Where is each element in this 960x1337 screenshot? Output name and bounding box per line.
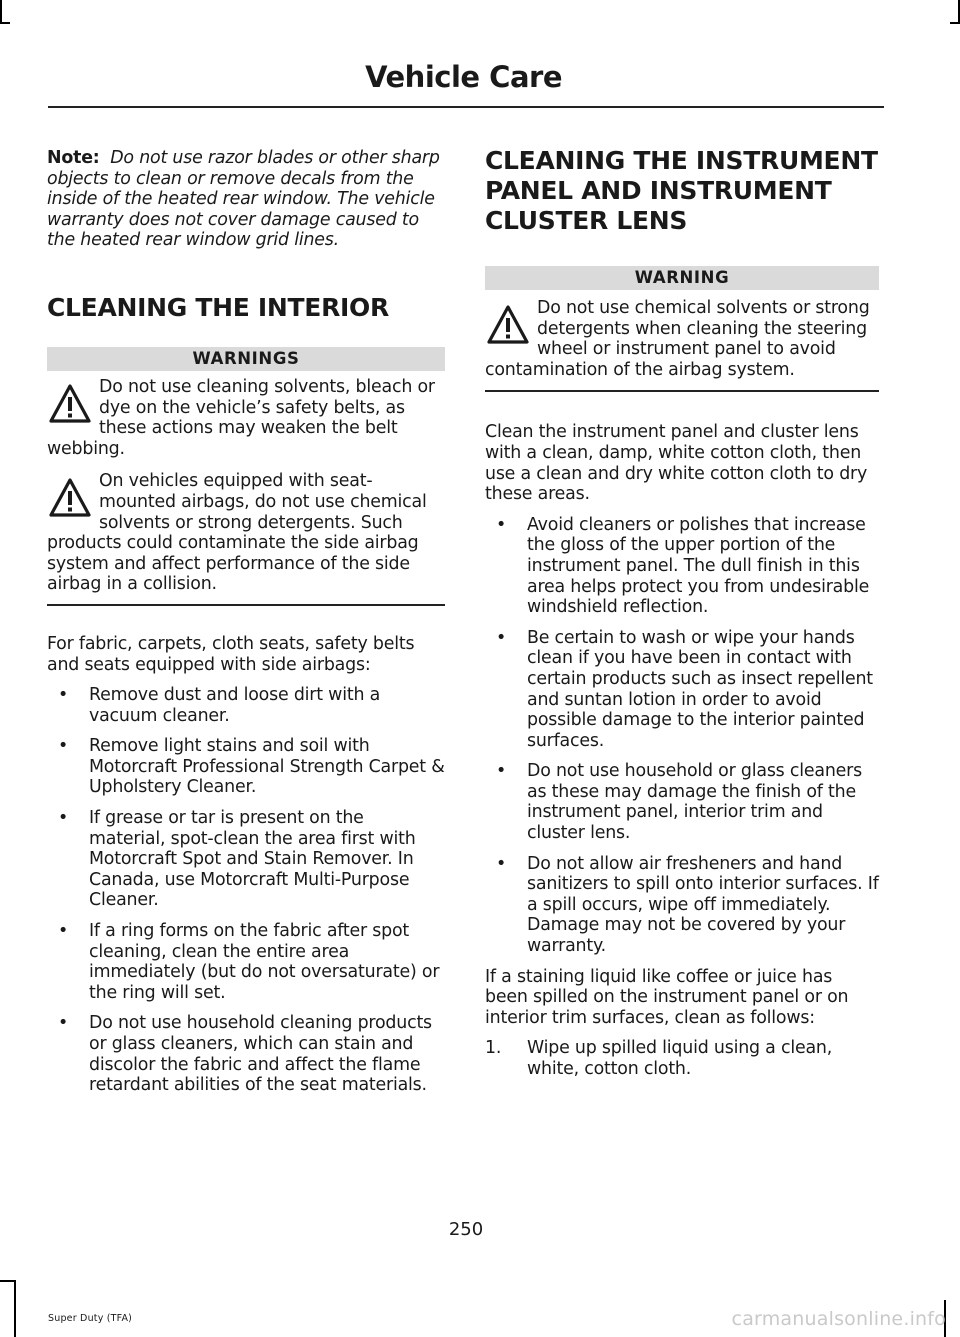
spill-intro-paragraph: If a staining liquid like coffee or juice has been spilled on the instrument panel or on interior trim surfaces, clean as follows: xyxy=(485,966,849,1028)
left-column xyxy=(47,148,445,1096)
list-item: • Remove light stains and soil with Motorcraft Professional Strength Carpet & Upholstery Cleaner. xyxy=(58,736,445,798)
warning-item xyxy=(47,377,445,459)
list-item: • Do not allow air fresheners and hand sanitizers to spill onto interior surfaces. If a spill occurs, wipe off immediately. Damage may not be covered by your warranty. xyxy=(496,853,879,957)
warning-rule xyxy=(485,390,879,392)
section-heading-interior: CLEANING THE INTERIOR xyxy=(47,292,389,322)
warning-text: Do not use chemical solvents or strong detergents when cleaning the steering wheel or instrument panel to avoid contamination of the airbag system. xyxy=(485,298,870,380)
section-heading-instrument-panel xyxy=(485,146,879,236)
warning-triangle-icon xyxy=(47,475,93,521)
list-item: • Be certain to wash or wipe your hands clean if you have been in contact with certain products such as insect repellent and suntan lotion in order to avoid possible damage to the interior painted surfaces. xyxy=(496,627,873,751)
footer-model: Super Duty (TFA) xyxy=(48,1313,133,1324)
intro-paragraph: For fabric, carpets, cloth seats, safety belts and seats equipped with side airbags: xyxy=(47,633,415,675)
bullet-list xyxy=(485,515,879,957)
warnings-rule xyxy=(47,604,445,606)
numbered-list xyxy=(485,1038,879,1079)
intro-paragraph: Clean the instrument panel and cluster lens with a clean, damp, white cotton cloth, then use a clean and dry white cotton cloth to dry these areas. xyxy=(485,422,868,505)
page-number: 250 xyxy=(448,1219,484,1240)
list-item: • If a ring forms on the fabric after spot cleaning, clean the entire area immediately (but do not oversaturate) or the ring will set. xyxy=(58,921,440,1003)
note-text: Do not use razor blades or other sharp objects to clean or remove decals from the inside of the heated rear window. The vehicle warranty does not cover damage caused to the heated rear window grid lines. xyxy=(47,148,440,251)
warning-triangle-icon xyxy=(47,381,93,427)
crop-mark-bottom-left-v xyxy=(14,1280,16,1337)
right-column xyxy=(485,146,879,1080)
warning-text: On vehicles equipped with seat-mounted airbags, do not use chemical solvents or strong detergents. Such products could contaminate the side airbag system and affect performance of the side airbag in a collision. xyxy=(47,471,427,595)
page-section-title: Vehicle Care xyxy=(365,60,562,94)
warnings-bar: WARNINGS xyxy=(47,347,445,371)
list-item: • Avoid cleaners or polishes that increase the gloss of the upper portion of the instrument panel. The dull finish in this area helps protect you from undesirable windshield reflection. xyxy=(496,514,870,618)
heading-line: PANEL AND INSTRUMENT xyxy=(485,176,832,205)
watermark: carmanualsonline.info xyxy=(731,1308,946,1330)
warning-triangle-icon xyxy=(485,302,531,348)
crop-mark-top-left-h xyxy=(0,22,10,24)
warning-text: Do not use cleaning solvents, bleach or dye on the vehicle’s safety belts, as these actions may weaken the belt webbing. xyxy=(47,376,435,459)
note-label: Note: xyxy=(47,148,100,168)
list-item: • If grease or tar is present on the material, spot-clean the area first with Motorcraft Spot and Stain Remover. In Canada, use Motorcraft Multi-Purpose Cleaner. xyxy=(58,808,416,911)
list-item: 1. Wipe up spilled liquid using a clean, white, cotton cloth. xyxy=(485,1038,833,1079)
crop-mark-top-left xyxy=(0,0,2,22)
list-item: • Remove dust and loose dirt with a vacuum cleaner. xyxy=(58,685,381,726)
warning-bar: WARNING xyxy=(485,266,879,290)
note xyxy=(47,148,445,251)
warning-item xyxy=(485,298,879,380)
heading-line: CLEANING THE INSTRUMENT xyxy=(485,146,878,175)
heading-line: CLUSTER LENS xyxy=(485,206,688,235)
crop-mark-bottom-left xyxy=(0,1280,14,1282)
warning-item xyxy=(47,471,445,595)
header-rule xyxy=(48,106,884,108)
crop-mark-top-right-h xyxy=(950,22,960,24)
bullet-list xyxy=(47,685,445,1096)
list-item: • Do not use household cleaning products or glass cleaners, which can stain and discolor the fabric and affect the flame retardant abilities of the seat materials. xyxy=(58,1013,432,1096)
list-item: • Do not use household or glass cleaners as these may damage the finish of the instrument panel, interior trim and cluster lens. xyxy=(496,761,862,844)
